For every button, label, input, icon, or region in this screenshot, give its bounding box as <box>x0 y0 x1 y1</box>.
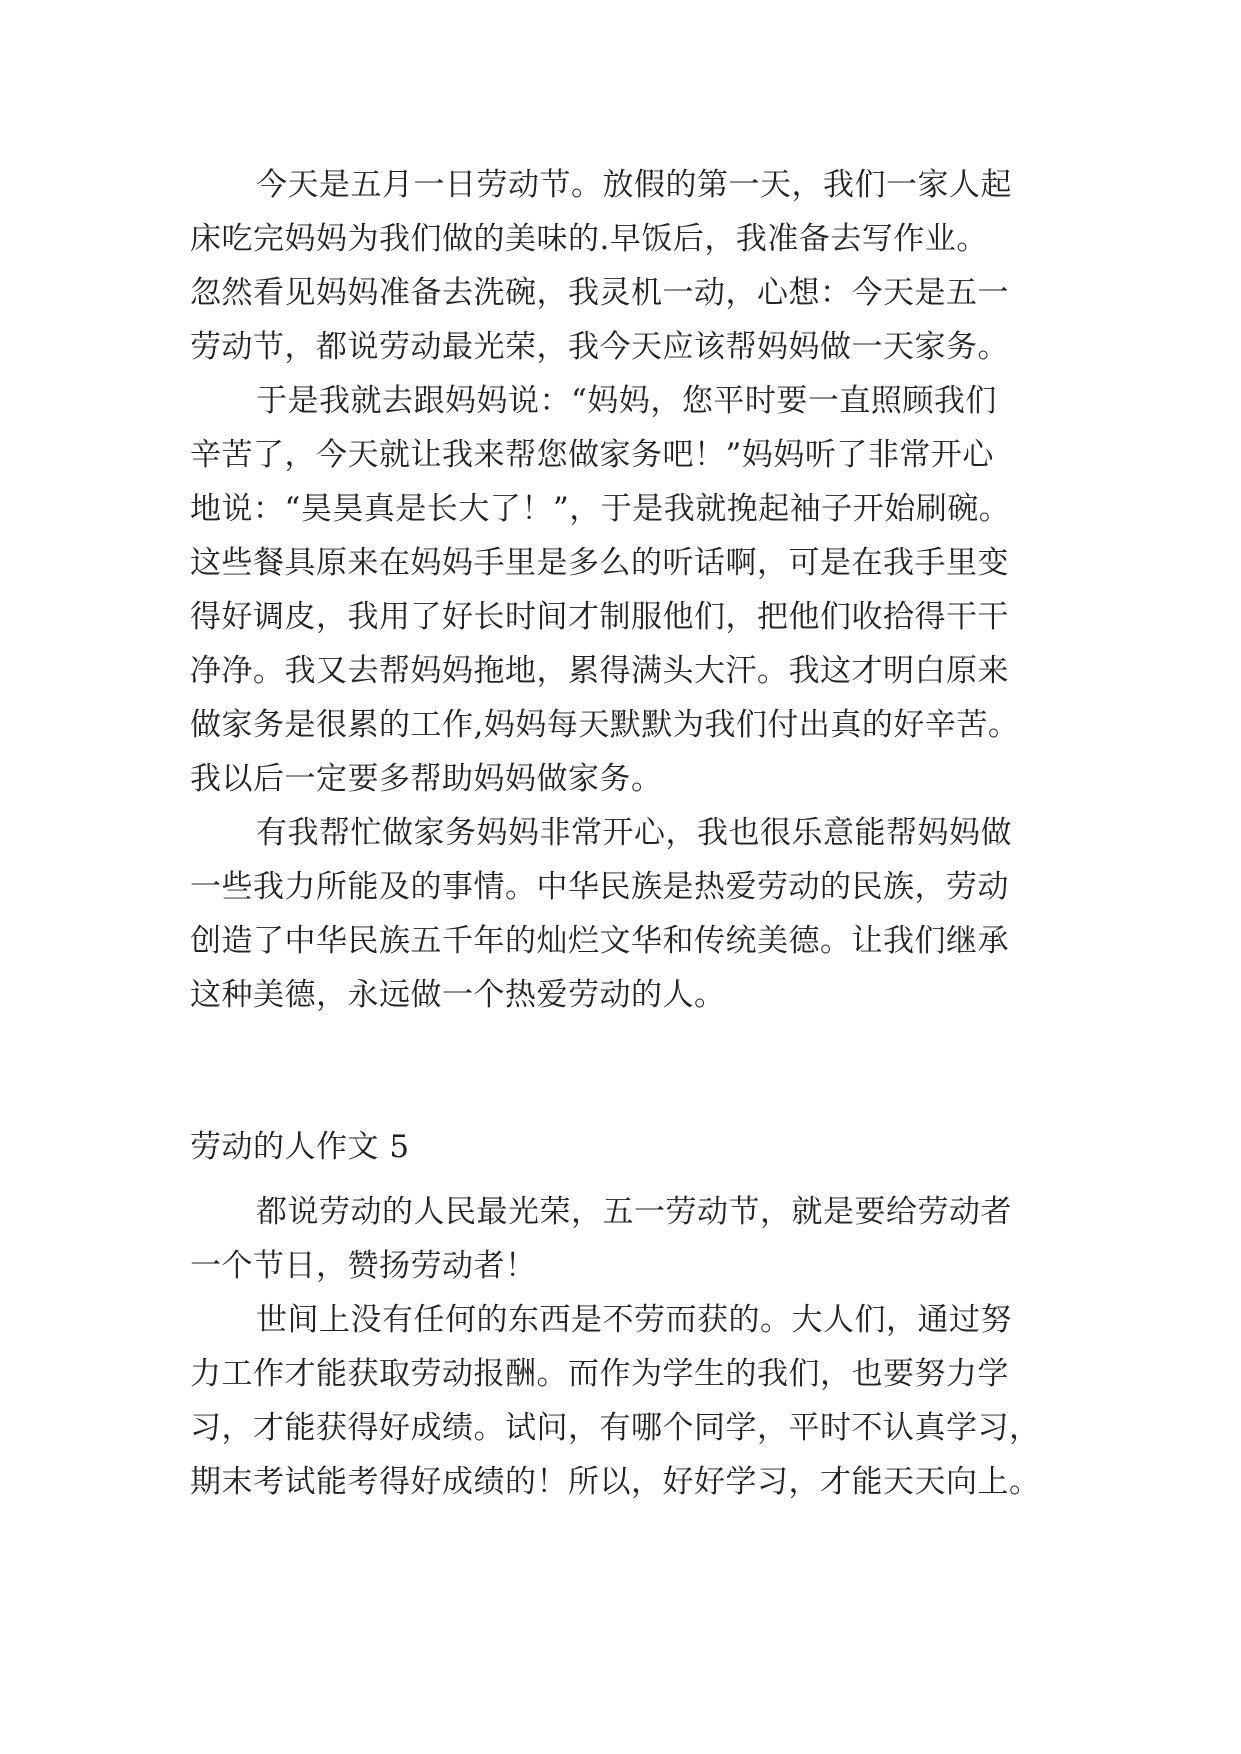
paragraph-line: 做家务是很累的工作,妈妈每天默默为我们付出真的好辛苦。 <box>190 707 1020 743</box>
paragraph-line: 期末考试能考得好成绩的！所以，好好学习，才能天天向上。 <box>190 1464 1041 1500</box>
paragraph-line: 这些餐具原来在妈妈手里是多么的听话啊，可是在我手里变 <box>190 545 1009 581</box>
paragraph-line: 床吃完妈妈为我们做的美味的.早饭后，我准备去写作业。 <box>190 221 988 257</box>
paragraph-line: 一个节日，赞扬劳动者！ <box>190 1248 537 1284</box>
paragraph-line: 有我帮忙做家务妈妈非常开心，我也很乐意能帮妈妈做 <box>256 815 1012 851</box>
paragraph-line: 辛苦了，今天就让我来帮您做家务吧！”妈妈听了非常开心 <box>190 437 994 473</box>
paragraph-line: 今天是五月一日劳动节。放假的第一天，我们一家人起 <box>256 167 1012 203</box>
paragraph-line: 习，才能获得好成绩。试问，有哪个同学，平时不认真学习， <box>190 1410 1041 1446</box>
paragraph-line: 净净。我又去帮妈妈拖地，累得满头大汗。我这才明白原来 <box>190 653 1009 689</box>
paragraph-line: 创造了中华民族五千年的灿烂文华和传统美德。让我们继承 <box>190 923 1009 959</box>
paragraph-line: 力工作才能获取劳动报酬。而作为学生的我们，也要努力学 <box>190 1356 1009 1392</box>
paragraph-line: 地说：“昊昊真是长大了！”，于是我就挽起袖子开始刷碗。 <box>190 491 1011 527</box>
paragraph-line: 一些我力所能及的事情。中华民族是热爱劳动的民族，劳动 <box>190 869 1009 905</box>
paragraph-line: 忽然看见妈妈准备去洗碗，我灵机一动，心想：今天是五一 <box>190 275 1009 311</box>
paragraph-line: 得好调皮，我用了好长时间才制服他们，把他们收拾得干干 <box>190 599 1009 635</box>
paragraph-line: 这种美德，永远做一个热爱劳动的人。 <box>190 977 726 1013</box>
essay-4-body <box>190 158 1058 1022</box>
paragraph-line: 世间上没有任何的东西是不劳而获的。大人们，通过努 <box>256 1302 1012 1338</box>
essay-5-heading: 劳动的人作文 5 <box>190 1129 410 1165</box>
paragraph-line: 于是我就去跟妈妈说：“妈妈，您平时要一直照顾我们 <box>256 383 997 419</box>
essay-5-body <box>190 1185 1058 1509</box>
paragraph-line: 劳动节，都说劳动最光荣，我今天应该帮妈妈做一天家务。 <box>190 329 1009 365</box>
paragraph-line: 都说劳动的人民最光荣，五一劳动节，就是要给劳动者 <box>256 1194 1012 1230</box>
paragraph-line: 我以后一定要多帮助妈妈做家务。 <box>190 761 663 797</box>
